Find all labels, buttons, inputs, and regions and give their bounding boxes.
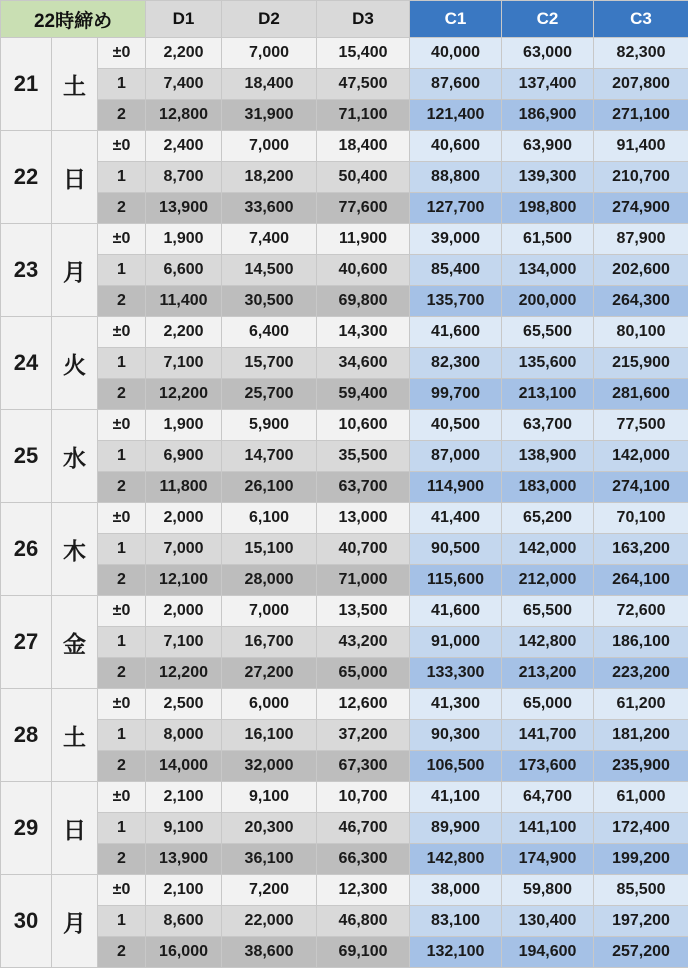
value-cell-c1: 87,600: [410, 69, 502, 100]
level-cell: 2: [98, 193, 146, 224]
value-cell-d3: 12,600: [317, 689, 410, 720]
table-row: [1, 441, 688, 472]
level-cell: 1: [98, 441, 146, 472]
value-cell-d1: 14,000: [146, 751, 222, 782]
level-cell: 2: [98, 751, 146, 782]
weekday-cell: 金: [52, 596, 98, 689]
value-cell-d2: 26,100: [222, 472, 317, 503]
value-cell-c3: 223,200: [594, 658, 688, 689]
value-cell-d2: 20,300: [222, 813, 317, 844]
table-row: [1, 255, 688, 286]
table-row: [1, 379, 688, 410]
table-row: [1, 782, 688, 813]
value-cell-c1: 127,700: [410, 193, 502, 224]
value-cell-d2: 6,100: [222, 503, 317, 534]
value-cell-c3: 91,400: [594, 131, 688, 162]
level-cell: ±0: [98, 503, 146, 534]
value-cell-d1: 1,900: [146, 224, 222, 255]
value-cell-d3: 59,400: [317, 379, 410, 410]
value-cell-c3: 257,200: [594, 937, 688, 968]
table-row: [1, 131, 688, 162]
level-cell: 2: [98, 658, 146, 689]
value-cell-d3: 35,500: [317, 441, 410, 472]
value-cell-c2: 212,000: [502, 565, 594, 596]
value-cell-c1: 40,500: [410, 410, 502, 441]
value-cell-d1: 2,100: [146, 782, 222, 813]
value-cell-c1: 39,000: [410, 224, 502, 255]
value-cell-c1: 121,400: [410, 100, 502, 131]
value-cell-c3: 207,800: [594, 69, 688, 100]
value-cell-d2: 7,000: [222, 38, 317, 69]
table-row: [1, 689, 688, 720]
level-cell: ±0: [98, 317, 146, 348]
level-cell: ±0: [98, 38, 146, 69]
value-cell-c1: 89,900: [410, 813, 502, 844]
value-cell-c3: 181,200: [594, 720, 688, 751]
value-cell-d3: 69,100: [317, 937, 410, 968]
value-cell-c2: 183,000: [502, 472, 594, 503]
value-cell-d1: 12,800: [146, 100, 222, 131]
value-cell-c2: 142,800: [502, 627, 594, 658]
value-cell-c3: 61,200: [594, 689, 688, 720]
date-cell: 29: [1, 782, 52, 875]
value-cell-d1: 2,400: [146, 131, 222, 162]
value-cell-d1: 8,000: [146, 720, 222, 751]
weekday-cell: 土: [52, 689, 98, 782]
table-row: [1, 844, 688, 875]
weekday-cell: 水: [52, 410, 98, 503]
value-cell-d1: 7,000: [146, 534, 222, 565]
table-row: [1, 751, 688, 782]
column-header-d1: D1: [146, 1, 222, 38]
value-cell-d3: 46,800: [317, 906, 410, 937]
value-cell-d3: 65,000: [317, 658, 410, 689]
value-cell-c2: 141,100: [502, 813, 594, 844]
level-cell: 2: [98, 286, 146, 317]
value-cell-c3: 82,300: [594, 38, 688, 69]
value-cell-d1: 2,000: [146, 503, 222, 534]
date-cell: 23: [1, 224, 52, 317]
value-cell-d3: 63,700: [317, 472, 410, 503]
table-row: [1, 875, 688, 906]
date-cell: 26: [1, 503, 52, 596]
value-cell-c3: 70,100: [594, 503, 688, 534]
table-row: [1, 286, 688, 317]
value-cell-d2: 38,600: [222, 937, 317, 968]
value-cell-d3: 34,600: [317, 348, 410, 379]
value-cell-c3: 210,700: [594, 162, 688, 193]
value-cell-c3: 80,100: [594, 317, 688, 348]
value-cell-d2: 6,000: [222, 689, 317, 720]
value-cell-d1: 16,000: [146, 937, 222, 968]
value-cell-c2: 139,300: [502, 162, 594, 193]
value-cell-d2: 18,200: [222, 162, 317, 193]
value-cell-d3: 43,200: [317, 627, 410, 658]
value-cell-c3: 264,100: [594, 565, 688, 596]
level-cell: ±0: [98, 596, 146, 627]
level-cell: ±0: [98, 410, 146, 441]
value-cell-d1: 6,600: [146, 255, 222, 286]
header-row: [1, 1, 688, 38]
value-cell-d2: 18,400: [222, 69, 317, 100]
value-cell-c2: 135,600: [502, 348, 594, 379]
value-cell-c3: 186,100: [594, 627, 688, 658]
table-body: [1, 38, 688, 968]
level-cell: 2: [98, 937, 146, 968]
value-cell-d2: 14,500: [222, 255, 317, 286]
table-header: [1, 1, 688, 38]
level-cell: ±0: [98, 782, 146, 813]
value-cell-c1: 41,600: [410, 317, 502, 348]
value-cell-d3: 15,400: [317, 38, 410, 69]
value-cell-c3: 271,100: [594, 100, 688, 131]
weekday-cell: 月: [52, 224, 98, 317]
deadline-label: 22時締め: [1, 1, 146, 38]
value-cell-d1: 7,100: [146, 627, 222, 658]
value-cell-d1: 11,800: [146, 472, 222, 503]
weekday-cell: 木: [52, 503, 98, 596]
value-cell-d1: 1,900: [146, 410, 222, 441]
level-cell: 1: [98, 906, 146, 937]
table-row: [1, 937, 688, 968]
value-cell-d1: 12,100: [146, 565, 222, 596]
value-cell-c3: 281,600: [594, 379, 688, 410]
date-cell: 21: [1, 38, 52, 131]
value-cell-d2: 7,200: [222, 875, 317, 906]
date-cell: 30: [1, 875, 52, 968]
value-cell-c2: 64,700: [502, 782, 594, 813]
date-cell: 27: [1, 596, 52, 689]
value-cell-c1: 41,400: [410, 503, 502, 534]
table-row: [1, 317, 688, 348]
level-cell: 1: [98, 627, 146, 658]
value-cell-c1: 87,000: [410, 441, 502, 472]
value-cell-d1: 12,200: [146, 379, 222, 410]
value-cell-d2: 32,000: [222, 751, 317, 782]
value-cell-c1: 41,100: [410, 782, 502, 813]
value-cell-c2: 213,200: [502, 658, 594, 689]
value-cell-d3: 40,600: [317, 255, 410, 286]
value-cell-c3: 87,900: [594, 224, 688, 255]
value-cell-c2: 65,500: [502, 596, 594, 627]
table-row: [1, 565, 688, 596]
value-cell-d3: 13,500: [317, 596, 410, 627]
value-cell-c2: 65,000: [502, 689, 594, 720]
table-row: [1, 100, 688, 131]
value-cell-d2: 25,700: [222, 379, 317, 410]
value-cell-c1: 99,700: [410, 379, 502, 410]
value-cell-c1: 40,600: [410, 131, 502, 162]
table-row: [1, 162, 688, 193]
column-header-c3: C3: [594, 1, 688, 38]
value-cell-d1: 2,100: [146, 875, 222, 906]
value-cell-c1: 41,600: [410, 596, 502, 627]
value-cell-c1: 41,300: [410, 689, 502, 720]
value-cell-d3: 14,300: [317, 317, 410, 348]
value-cell-d2: 16,100: [222, 720, 317, 751]
value-cell-d1: 2,200: [146, 317, 222, 348]
table-row: [1, 472, 688, 503]
value-cell-c1: 88,800: [410, 162, 502, 193]
value-cell-c2: 65,500: [502, 317, 594, 348]
value-cell-c1: 82,300: [410, 348, 502, 379]
value-cell-d1: 6,900: [146, 441, 222, 472]
weekday-cell: 日: [52, 131, 98, 224]
value-cell-c2: 174,900: [502, 844, 594, 875]
level-cell: ±0: [98, 131, 146, 162]
table-row: [1, 906, 688, 937]
value-cell-d3: 40,700: [317, 534, 410, 565]
value-cell-d2: 28,000: [222, 565, 317, 596]
value-cell-c3: 235,900: [594, 751, 688, 782]
value-cell-c1: 90,300: [410, 720, 502, 751]
table-row: [1, 627, 688, 658]
value-cell-d1: 7,400: [146, 69, 222, 100]
value-cell-d1: 8,600: [146, 906, 222, 937]
level-cell: 2: [98, 844, 146, 875]
value-cell-c3: 215,900: [594, 348, 688, 379]
value-cell-c2: 173,600: [502, 751, 594, 782]
table-row: [1, 813, 688, 844]
value-cell-c2: 213,100: [502, 379, 594, 410]
value-cell-c1: 38,000: [410, 875, 502, 906]
value-cell-d3: 11,900: [317, 224, 410, 255]
table-row: [1, 348, 688, 379]
value-cell-d3: 71,000: [317, 565, 410, 596]
level-cell: ±0: [98, 875, 146, 906]
value-cell-c2: 63,900: [502, 131, 594, 162]
value-cell-c1: 132,100: [410, 937, 502, 968]
value-cell-c2: 61,500: [502, 224, 594, 255]
level-cell: 1: [98, 69, 146, 100]
level-cell: 2: [98, 100, 146, 131]
value-cell-d1: 11,400: [146, 286, 222, 317]
value-cell-c2: 138,900: [502, 441, 594, 472]
value-cell-c2: 200,000: [502, 286, 594, 317]
table-row: [1, 658, 688, 689]
value-cell-d1: 13,900: [146, 193, 222, 224]
value-cell-d2: 33,600: [222, 193, 317, 224]
value-cell-d2: 15,100: [222, 534, 317, 565]
value-cell-c1: 91,000: [410, 627, 502, 658]
value-cell-d1: 12,200: [146, 658, 222, 689]
value-cell-d2: 27,200: [222, 658, 317, 689]
value-cell-c1: 133,300: [410, 658, 502, 689]
level-cell: ±0: [98, 224, 146, 255]
value-cell-c3: 172,400: [594, 813, 688, 844]
value-cell-d3: 71,100: [317, 100, 410, 131]
value-cell-c1: 106,500: [410, 751, 502, 782]
value-cell-d3: 69,800: [317, 286, 410, 317]
value-cell-d2: 7,000: [222, 131, 317, 162]
table-row: [1, 503, 688, 534]
table-row: [1, 596, 688, 627]
column-header-c1: C1: [410, 1, 502, 38]
weekday-cell: 月: [52, 875, 98, 968]
value-cell-d1: 13,900: [146, 844, 222, 875]
level-cell: ±0: [98, 689, 146, 720]
table-row: [1, 193, 688, 224]
level-cell: 1: [98, 813, 146, 844]
value-cell-c3: 85,500: [594, 875, 688, 906]
level-cell: 1: [98, 720, 146, 751]
value-cell-c3: 72,600: [594, 596, 688, 627]
table-row: [1, 410, 688, 441]
value-cell-d3: 10,600: [317, 410, 410, 441]
value-cell-c2: 137,400: [502, 69, 594, 100]
value-cell-c1: 142,800: [410, 844, 502, 875]
column-header-d2: D2: [222, 1, 317, 38]
value-cell-c3: 199,200: [594, 844, 688, 875]
value-cell-d3: 46,700: [317, 813, 410, 844]
value-cell-c3: 61,000: [594, 782, 688, 813]
value-cell-d3: 12,300: [317, 875, 410, 906]
value-cell-d1: 2,200: [146, 38, 222, 69]
value-cell-c2: 198,800: [502, 193, 594, 224]
weekday-cell: 火: [52, 317, 98, 410]
value-cell-c2: 186,900: [502, 100, 594, 131]
value-cell-d2: 31,900: [222, 100, 317, 131]
value-cell-c2: 141,700: [502, 720, 594, 751]
value-cell-c2: 142,000: [502, 534, 594, 565]
value-cell-c1: 114,900: [410, 472, 502, 503]
level-cell: 1: [98, 348, 146, 379]
value-cell-d2: 9,100: [222, 782, 317, 813]
value-cell-d3: 50,400: [317, 162, 410, 193]
value-cell-c2: 194,600: [502, 937, 594, 968]
value-cell-c2: 63,700: [502, 410, 594, 441]
value-cell-d2: 15,700: [222, 348, 317, 379]
column-header-d3: D3: [317, 1, 410, 38]
value-cell-d3: 37,200: [317, 720, 410, 751]
value-cell-c1: 90,500: [410, 534, 502, 565]
level-cell: 1: [98, 255, 146, 286]
value-cell-c3: 163,200: [594, 534, 688, 565]
value-cell-c3: 274,900: [594, 193, 688, 224]
value-cell-d2: 36,100: [222, 844, 317, 875]
value-cell-d2: 6,400: [222, 317, 317, 348]
value-cell-c1: 40,000: [410, 38, 502, 69]
date-cell: 28: [1, 689, 52, 782]
table-row: [1, 534, 688, 565]
value-cell-d3: 66,300: [317, 844, 410, 875]
level-cell: 2: [98, 472, 146, 503]
value-cell-d3: 47,500: [317, 69, 410, 100]
value-cell-c3: 77,500: [594, 410, 688, 441]
value-cell-c2: 65,200: [502, 503, 594, 534]
value-cell-c2: 63,000: [502, 38, 594, 69]
value-cell-c2: 134,000: [502, 255, 594, 286]
weekday-cell: 日: [52, 782, 98, 875]
value-cell-c1: 85,400: [410, 255, 502, 286]
table-row: [1, 38, 688, 69]
value-cell-c3: 202,600: [594, 255, 688, 286]
value-cell-c2: 59,800: [502, 875, 594, 906]
table-row: [1, 720, 688, 751]
value-cell-d1: 2,500: [146, 689, 222, 720]
table-row: [1, 224, 688, 255]
date-cell: 22: [1, 131, 52, 224]
value-cell-c2: 130,400: [502, 906, 594, 937]
date-cell: 25: [1, 410, 52, 503]
value-cell-d1: 2,000: [146, 596, 222, 627]
value-cell-c1: 135,700: [410, 286, 502, 317]
date-cell: 24: [1, 317, 52, 410]
value-cell-d1: 8,700: [146, 162, 222, 193]
value-cell-d3: 13,000: [317, 503, 410, 534]
value-cell-d2: 16,700: [222, 627, 317, 658]
value-cell-d2: 5,900: [222, 410, 317, 441]
level-cell: 1: [98, 534, 146, 565]
value-cell-d1: 9,100: [146, 813, 222, 844]
value-cell-d2: 7,000: [222, 596, 317, 627]
level-cell: 1: [98, 162, 146, 193]
value-cell-c3: 264,300: [594, 286, 688, 317]
value-cell-d2: 7,400: [222, 224, 317, 255]
value-cell-d3: 77,600: [317, 193, 410, 224]
value-cell-c1: 115,600: [410, 565, 502, 596]
value-cell-c3: 274,100: [594, 472, 688, 503]
value-cell-d3: 18,400: [317, 131, 410, 162]
value-cell-d2: 22,000: [222, 906, 317, 937]
value-cell-d2: 14,700: [222, 441, 317, 472]
level-cell: 2: [98, 565, 146, 596]
level-cell: 2: [98, 379, 146, 410]
value-cell-d3: 67,300: [317, 751, 410, 782]
value-cell-c3: 197,200: [594, 906, 688, 937]
value-cell-d2: 30,500: [222, 286, 317, 317]
weekday-cell: 土: [52, 38, 98, 131]
value-cell-d1: 7,100: [146, 348, 222, 379]
value-cell-d3: 10,700: [317, 782, 410, 813]
value-cell-c3: 142,000: [594, 441, 688, 472]
value-cell-c1: 83,100: [410, 906, 502, 937]
table-row: [1, 69, 688, 100]
column-header-c2: C2: [502, 1, 594, 38]
